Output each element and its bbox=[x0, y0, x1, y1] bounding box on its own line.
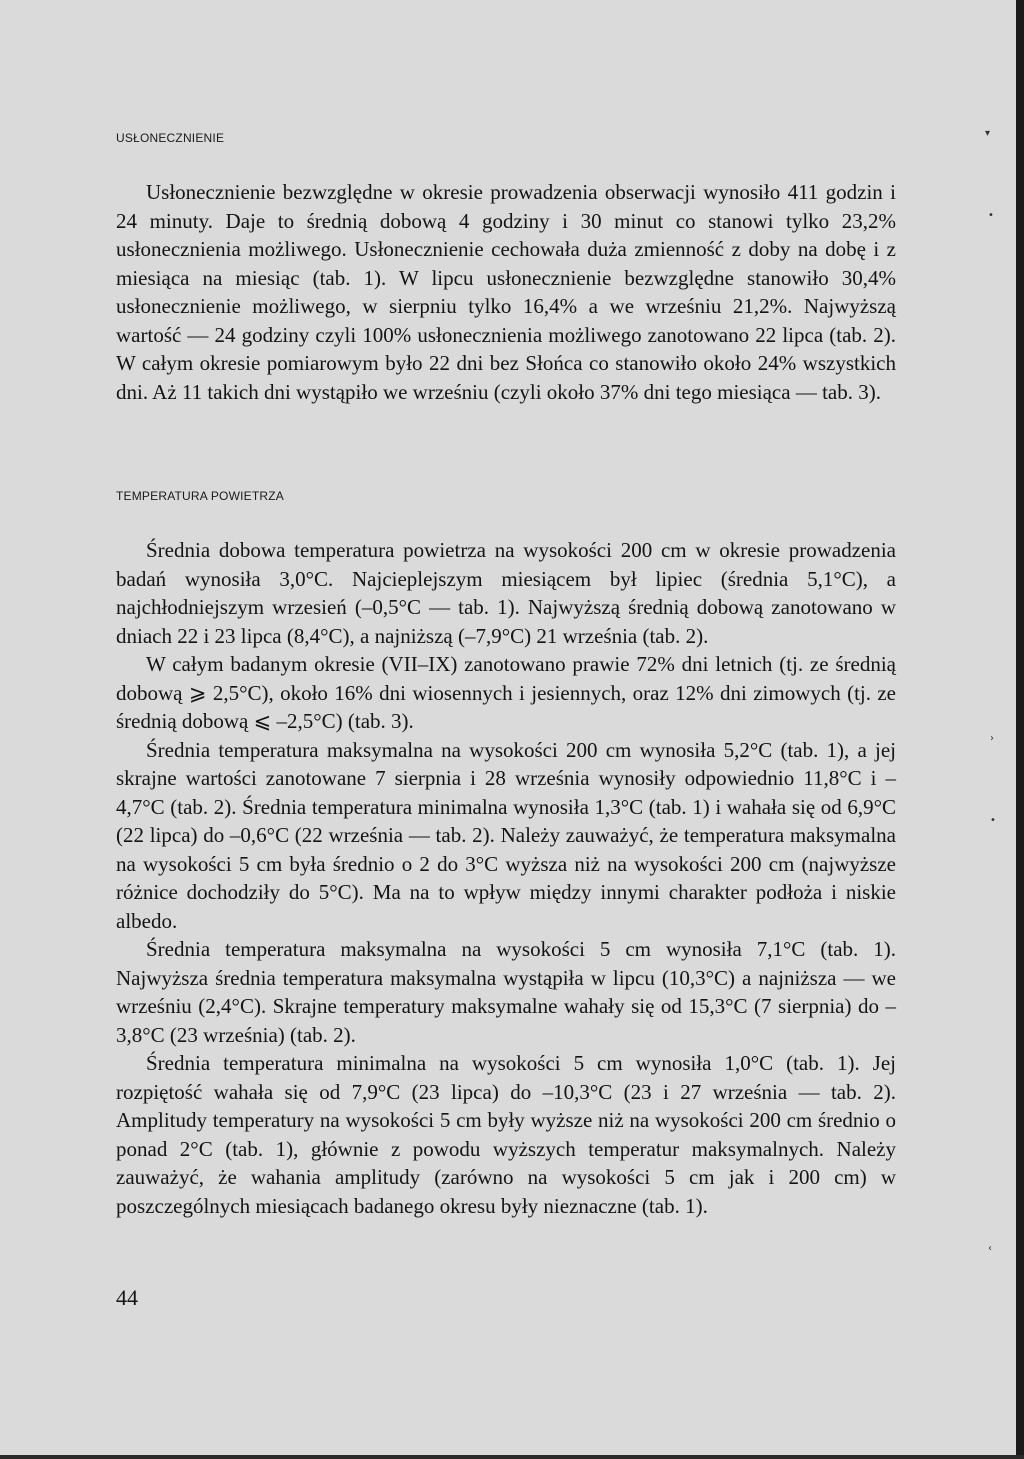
scan-speck: ▾ bbox=[985, 128, 991, 139]
paragraph: Średnia temperatura maksymalna na wysokości 5 cm wynosiła 7,1°C (tab. 1). Najwyższa średnia temperatura maksymalna wystąpiła w lipcu (10,3°C) a najniższa — we wrześniu (2,4°C). Skrajne temperatury maksymalne wahały się od 15,3°C (7 sierpnia) do –3,8°C (23 września) (tab. 2). bbox=[116, 937, 896, 1047]
section-uslonecznienie-body bbox=[116, 178, 896, 406]
paragraph: W całym badanym okresie (VII–IX) zanotowano prawie 72% dni letnich (tj. ze średnią dobową ⩾ 2,5°C), około 16% dni wiosennych i jesiennych, oraz 12% dni zimowych (tj. ze średnią dobową ⩽ –2,5°C) (tab. 3). bbox=[116, 652, 896, 733]
scan-speck: • bbox=[990, 815, 996, 826]
page-number: 44 bbox=[116, 1285, 138, 1310]
paragraph: Średnia temperatura minimalna na wysokości 5 cm wynosiła 1,0°C (tab. 1). Jej rozpiętość wahała się od 7,9°C (23 lipca) do –10,3°C (23 i 27 września — tab. 2). Amplitudy temperatury na wysokości 5 cm były wyższe niż na wysokości 200 cm średnio o ponad 2°C (tab. 1), głównie z powodu wyższych temperatur maksymalnych. Należy zauważyć, że wahania amplitudy (zarówno na wysokości 5 cm jak i 200 cm) w poszczególnych miesiącach badanego okresu były nieznaczne (tab. 1). bbox=[116, 1051, 896, 1218]
paragraph: Średnia temperatura maksymalna na wysokości 200 cm wynosiła 5,2°C (tab. 1), a jej skrajne wartości zanotowane 7 sierpnia i 28 września wynosiły odpowiednio 11,8°C i –4,7°C (tab. 2). Średnia temperatura minimalna wynosiła 1,3°C (tab. 1) i wahała się od 6,9°C (22 lipca) do –0,6°C (22 września — tab. 2). Należy zauważyć, że temperatura maksymalna na wysokości 5 cm była średnio o 2 do 3°C wyższa niż na wysokości 200 cm (najwyższe różnice dochodziły do 5°C). Ma na to wpływ między innymi charakter podłoża i niskie albedo. bbox=[116, 737, 896, 933]
scan-edge-right bbox=[1016, 0, 1024, 1459]
paragraph: Usłonecznienie bezwzględne w okresie prowadzenia obserwacji wynosiło 411 godzin i 24 minuty. Daje to średnią dobową 4 godziny i 30 minut co stanowi tylko 23,2% usłonecznienia możliwego. Usłonecznienie cechowała duża zmienność z doby na dobę i z miesiąca na miesiąc (tab. 1). W lipcu usłonecznienie bezwzględne stanowiło 30,4% usłonecznienie możliwego, w sierpniu tylko 16,4% a we wrześniu 21,2%. Najwyższą wartość — 24 godziny czyli 100% usłonecznienia możliwego zanotowano 22 lipca (tab. 2). W całym okresie pomiarowym było 22 dni bez Słońca co stanowiło około 24% wszystkich dni. Aż 11 takich dni wystąpiło we wrześniu (czyli około 37% dni tego miesiąca — tab. 3). bbox=[116, 180, 896, 404]
paragraph: Średnia dobowa temperatura powietrza na wysokości 200 cm w okresie prowadzenia badań wynosiła 3,0°C. Najcieplejszym miesiącem był lipiec (średnia 5,1°C), a najchłodniejszym wrzesień (–0,5°C — tab. 1). Najwyższą średnią dobową zanotowano w dniach 22 i 23 lipca (8,4°C), a najniższą (–7,9°C) 21 września (tab. 2). bbox=[116, 538, 896, 648]
section-temperatura-body bbox=[116, 536, 896, 1220]
scan-speck: ‹ bbox=[988, 1243, 992, 1254]
scan-speck: • bbox=[988, 210, 994, 221]
section-heading-temperatura: TEMPERATURA POWIETRZA bbox=[116, 489, 284, 503]
scan-speck: › bbox=[990, 733, 994, 744]
scan-edge-bottom bbox=[0, 1455, 1024, 1459]
section-heading-uslonecznienie: USŁONECZNIENIE bbox=[116, 131, 225, 145]
